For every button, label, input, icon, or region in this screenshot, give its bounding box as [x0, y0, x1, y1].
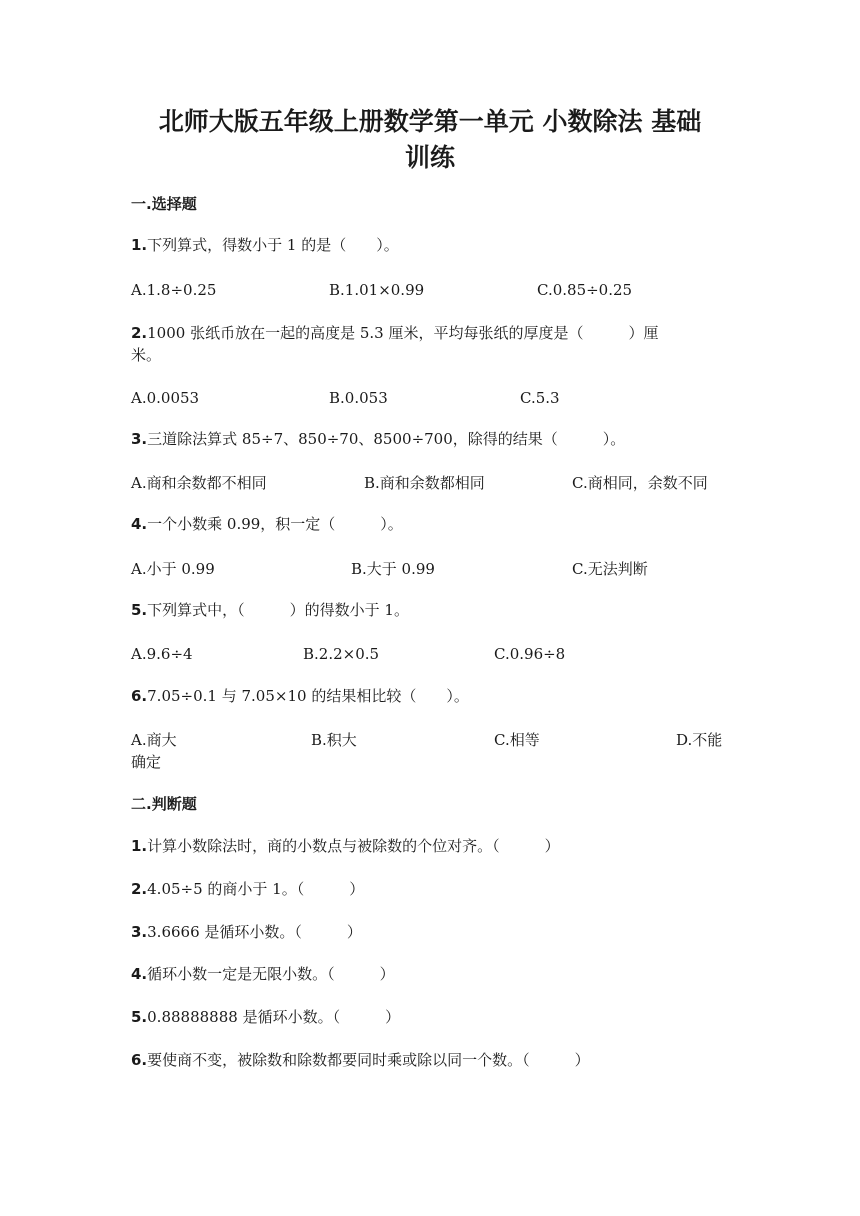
question-text: 计算小数除法时，商的小数点与被除数的个位对齐。（ ） [147, 837, 560, 855]
question-text: 要使商不变，被除数和除数都要同时乘或除以同一个数。（ ） [147, 1051, 590, 1069]
option-c: C.5.3 [520, 389, 560, 407]
option-c: C.相等 [494, 731, 540, 749]
option-a: A.1.8÷0.25 [131, 281, 217, 299]
question-text: 循环小数一定是无限小数。（ ） [147, 965, 395, 983]
judge-question-1 [131, 835, 731, 857]
judge-question-5 [131, 1006, 731, 1028]
question-text-wrap: 米。 [131, 346, 162, 364]
option-d-wrap: 确定 [131, 753, 162, 771]
question-number: 4. [131, 515, 148, 533]
question-number: 4. [131, 965, 148, 983]
option-b: B.0.053 [329, 389, 388, 407]
option-c: C.0.96÷8 [494, 645, 566, 663]
question-text: 4.05÷5 的商小于 1。（ ） [147, 880, 365, 898]
option-c: C.商相同，余数不同 [572, 474, 708, 492]
option-d: D.不能 [676, 731, 723, 749]
option-c: C.无法判断 [572, 560, 648, 578]
question-text: 3.6666 是循环小数。（ ） [147, 923, 362, 941]
question-text: 1000 张纸币放在一起的高度是 5.3 厘米，平均每张纸的厚度是（ ）厘 [147, 324, 659, 342]
judge-question-3 [131, 921, 731, 943]
question-number: 3. [131, 430, 148, 448]
choice-question-1 [131, 234, 731, 256]
question-number: 3. [131, 923, 148, 941]
option-b: B.积大 [311, 731, 357, 749]
judge-question-2 [131, 878, 731, 900]
judge-question-6 [131, 1049, 731, 1071]
choice-question-5 [131, 599, 731, 621]
choice-question-4 [131, 513, 731, 535]
choice-question-6 [131, 685, 731, 707]
page-title-line2: 训练 [404, 143, 455, 172]
judge-question-4 [131, 963, 731, 985]
option-a: A.0.0053 [131, 389, 200, 407]
question-number: 2. [131, 324, 148, 342]
question-number: 6. [131, 687, 148, 705]
question-text: 0.88888888 是循环小数。（ ） [147, 1008, 401, 1026]
question-number: 2. [131, 880, 148, 898]
page-title-line1: 北师大版五年级上册数学第一单元 小数除法 基础 [158, 107, 702, 136]
option-a: A.商和余数都不相同 [131, 474, 267, 492]
question-text: 下列算式，得数小于 1 的是（ ）。 [147, 236, 399, 254]
question-text: 三道除法算式 85÷7、850÷70、8500÷700，除得的结果（ ）。 [147, 430, 626, 448]
option-a: A.小于 0.99 [131, 560, 215, 578]
section-heading-choice: 一.选择题 [131, 195, 197, 213]
question-number: 5. [131, 1008, 148, 1026]
option-b: B.2.2×0.5 [303, 645, 380, 663]
question-number: 1. [131, 236, 148, 254]
choice-question-2 [131, 322, 731, 366]
section-heading-judge: 二.判断题 [131, 795, 197, 813]
option-c: C.0.85÷0.25 [537, 281, 633, 299]
choice-question-3 [131, 428, 731, 450]
option-a: A.商大 [131, 731, 177, 749]
option-b: B.商和余数都相同 [364, 474, 485, 492]
question-number: 1. [131, 837, 148, 855]
question-text: 7.05÷0.1 与 7.05×10 的结果相比较（ ）。 [147, 687, 469, 705]
question-text: 一个小数乘 0.99，积一定（ ）。 [147, 515, 403, 533]
question-number: 5. [131, 601, 148, 619]
option-b: B.大于 0.99 [351, 560, 435, 578]
option-b: B.1.01×0.99 [329, 281, 425, 299]
question-number: 6. [131, 1051, 148, 1069]
question-text: 下列算式中，（ ）的得数小于 1。 [147, 601, 409, 619]
option-a: A.9.6÷4 [131, 645, 193, 663]
